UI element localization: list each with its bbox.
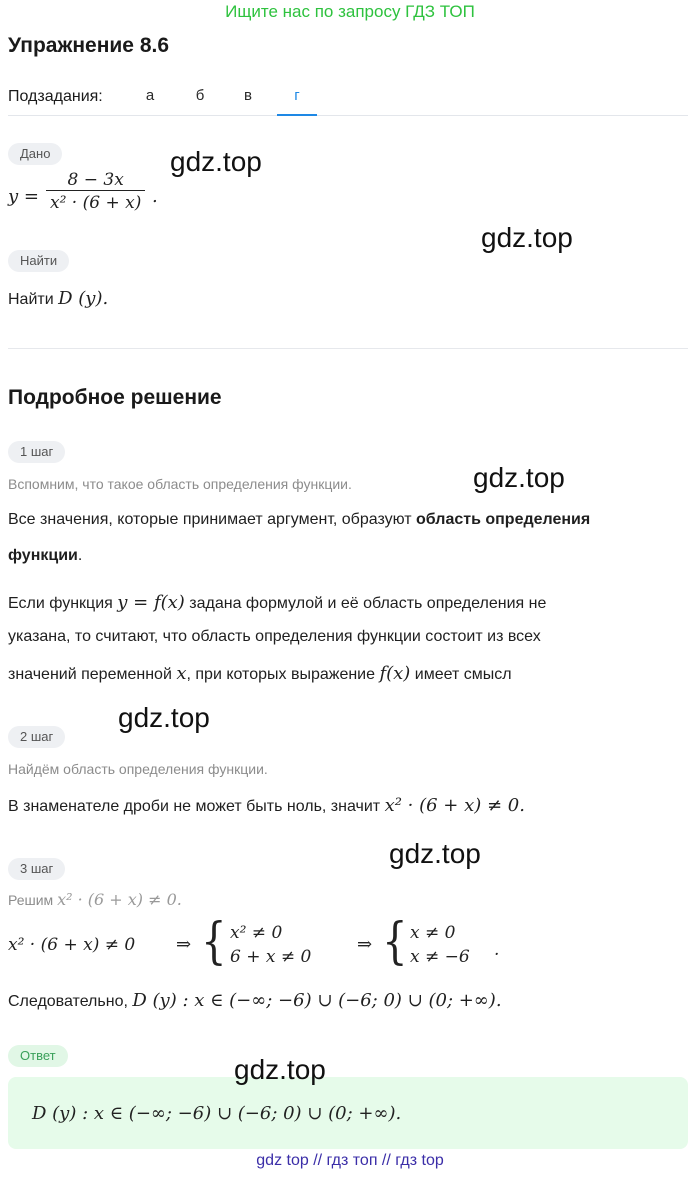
step2-text: В знаменателе дроби не может быть ноль, значит [8,798,385,815]
conclusion-line [8,990,502,1011]
fraction-denominator: x² · (6 + x) [50,193,142,213]
step1-line2-bold: функции [8,547,78,564]
system-end-period: . [494,940,500,960]
step3-hint-text: Решим [8,892,58,908]
answer-badge: Ответ [8,1045,68,1067]
step1-line2-text: . [77,547,83,564]
watermark-3: gdz.top [473,462,565,493]
implies-arrow-1: ⇒ [176,934,192,955]
watermark-4: gdz.top [118,702,210,733]
watermark-1: gdz.top [170,146,262,177]
p2-line3-text3: имеет смысл [410,666,512,683]
tab-b[interactable]: б [195,87,205,104]
system-brace-2: { [382,912,408,970]
p2-line3-math2: f(x) [379,663,411,684]
watermark-6: gdz.top [234,1054,326,1085]
subtasks-tabs [8,80,688,116]
conclusion-expr: D (y) : x ∈ (−∞; −6) ∪ (−6; 0) ∪ (0; +∞). [132,990,502,1011]
p2-line1-text: Если функция [8,595,118,612]
step1-line1-bold: область определения [416,511,591,528]
find-badge: Найти [8,250,69,272]
step1-para2-line1 [8,592,546,613]
solution-title: Подробное решение [8,386,222,409]
given-period: . [152,186,158,207]
subtasks-label: Подзадания: [8,88,103,105]
page-title: Упражнение 8.6 [8,34,170,57]
step3-lhs: x² · (6 + x) ≠ 0 [8,935,136,955]
given-fraction [46,170,145,213]
system-2-row-2: x ≠ −6 [410,947,470,967]
step2-hint: Найдём область определения функции. [8,761,268,777]
watermark-2: gdz.top [481,222,573,253]
implies-arrow-2: ⇒ [357,934,373,955]
given-lhs: y = [8,186,39,207]
p2-line3-text: значений переменной [8,666,177,683]
tab-a[interactable]: а [145,87,155,104]
answer-box [8,1077,688,1149]
step3-hint-expr: x² · (6 + x) ≠ 0. [57,890,182,909]
step3-badge: 3 шаг [8,858,65,880]
system-1 [230,921,311,969]
step2-line [8,795,525,816]
step1-line1 [8,511,590,529]
watermark-5: gdz.top [389,838,481,869]
step2-badge: 2 шаг [8,726,65,748]
given-badge: Дано [8,143,62,165]
tab-v[interactable]: в [244,87,252,104]
p2-line1-math: y = f(x) [117,592,185,613]
step1-line2 [8,547,82,565]
promo-banner[interactable]: Ищите нас по запросу ГДЗ ТОП [225,2,475,21]
find-expr: D (y). [58,288,109,309]
system-1-row-1: x² ≠ 0 [230,923,283,943]
system-2-row-1: x ≠ 0 [410,923,456,943]
find-text: Найти [8,291,54,308]
step1-para2-line3 [8,663,512,684]
tab-g[interactable]: г [277,80,317,116]
system-2 [410,921,470,969]
step1-badge: 1 шаг [8,441,65,463]
answer-expr: D (y) : x ∈ (−∞; −6) ∪ (−6; 0) ∪ (0; +∞). [32,1103,402,1124]
step1-line1-text: Все значения, которые принимает аргумент, образуют [8,511,417,528]
p2-line1-text2: задана формулой и её область определения не [184,595,547,612]
system-1-row-2: 6 + x ≠ 0 [230,947,312,967]
p2-line3-text2: , при которых выражение [186,666,380,683]
step2-expr: x² · (6 + x) ≠ 0. [384,795,525,816]
section-divider [8,348,688,349]
conclusion-text: Следовательно, [8,993,133,1010]
step1-para2-line2: указана, то считают, что область определения функции состоит из всех [8,628,541,645]
system-brace-1: { [201,912,227,970]
step1-hint: Вспомним, что такое область определения функции. [8,476,352,492]
find-line [8,288,108,309]
fraction-numerator: 8 − 3x [46,170,145,191]
step3-hint [8,890,182,909]
footer-links[interactable]: gdz top // гдз топ // гдз top [256,1152,444,1169]
p2-line3-math: x [176,663,187,684]
